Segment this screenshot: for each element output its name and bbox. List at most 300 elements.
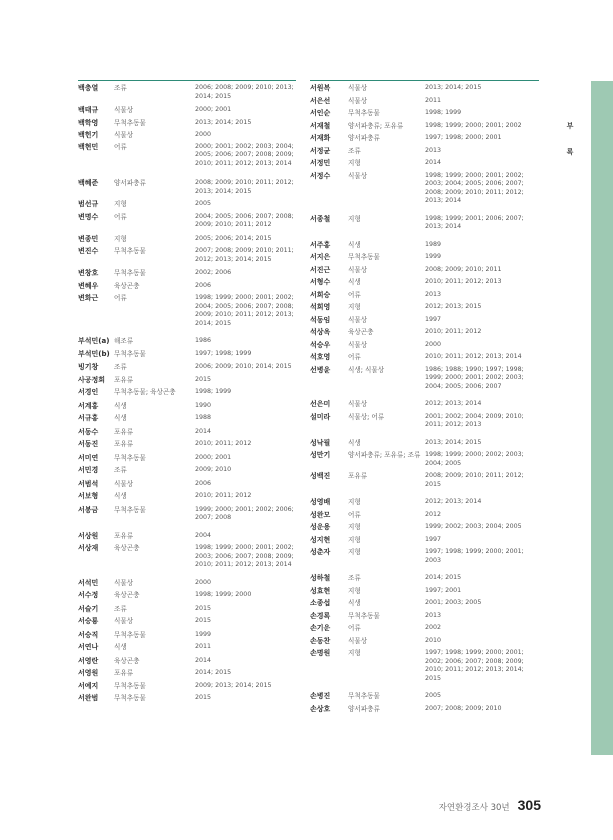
entry-years: 1997; 1998; 2000; 2001 — [425, 134, 502, 141]
list-item — [310, 109, 539, 118]
entry-name: 성효현 — [310, 586, 331, 595]
entry-type: 어류 — [348, 624, 361, 632]
entry-years: 1999; 2000; 2001; 2002; 2006; 2007; 2008 — [195, 505, 294, 521]
entry-type: 무척추동물 — [114, 681, 146, 690]
entry-type: 무척추동물 — [114, 269, 146, 277]
list-item — [78, 454, 296, 463]
entry-name: 변명수 — [78, 212, 99, 221]
entry-name: 선병윤 — [310, 365, 331, 374]
list-item — [310, 147, 539, 156]
entry-type: 식생 — [114, 492, 127, 500]
entry-name: 성완모 — [310, 510, 331, 519]
entry-years: 2000; 2001 — [195, 106, 232, 113]
entry-name: 부석민(a) — [78, 337, 110, 345]
entry-type: 식생 — [348, 278, 361, 286]
entry-years: 2014; 2015 — [425, 574, 462, 581]
entry-years: 2011 — [425, 96, 442, 104]
entry-name: 사공정희 — [78, 375, 106, 384]
list-item — [78, 682, 296, 691]
entry-years: 2015 — [195, 617, 212, 624]
entry-name: 서범석 — [78, 479, 99, 488]
entry-years: 2011 — [195, 643, 212, 650]
list-item — [78, 337, 296, 346]
entry-years: 1997; 1998; 1999; 2000; 2001; 2003 — [425, 548, 524, 564]
entry-years: 2006; 2009; 2010; 2014; 2015 — [195, 363, 292, 370]
entry-type: 지형 — [348, 498, 361, 506]
entry-type: 지형 — [348, 535, 361, 544]
entry-years: 1997; 2001 — [425, 586, 462, 594]
entry-name: 설미라 — [310, 412, 331, 421]
entry-years: 2004; 2005; 2006; 2007; 2008; 2009; 2010; 2011; 2012 — [195, 212, 294, 228]
entry-name: 성운용 — [310, 523, 331, 531]
entry-years: 2010; 2011; 2012; 2013; 2014 — [425, 353, 522, 360]
entry-years: 2015 — [195, 694, 212, 701]
entry-years: 1998; 1999; 2001; 2006; 2007; 2013; 2014 — [425, 214, 524, 230]
list-item — [310, 439, 539, 448]
entry-type: 육상곤충 — [114, 281, 140, 290]
list-item — [310, 278, 539, 287]
list-item — [78, 143, 296, 169]
entry-years: 2009; 2010 — [195, 466, 232, 473]
entry-name: 서승룡 — [78, 617, 99, 625]
entry-years: 1998; 1999; 2000; 2001; 2002; 2003; 2006; 2007; 2008; 2009; 2010; 2011; 2012; 2013; 2014 — [195, 544, 294, 568]
list-item — [310, 291, 539, 300]
list-item — [78, 282, 296, 291]
entry-name: 성지현 — [310, 535, 331, 544]
entry-years: 1998; 1999; 2000 — [195, 591, 252, 598]
entry-type: 조류 — [348, 574, 361, 582]
page-number: 305 — [517, 797, 541, 813]
entry-name: 성하철 — [310, 574, 331, 582]
entry-type: 식물상 — [348, 636, 368, 645]
entry-name: 서계홍 — [78, 401, 99, 410]
list-item — [78, 84, 296, 101]
entry-type: 무척추동물 — [348, 611, 380, 620]
entry-name: 서승직 — [78, 630, 99, 639]
list-item — [78, 591, 296, 600]
entry-years: 2012; 2013; 2015 — [425, 303, 482, 310]
entry-years: 2013 — [425, 611, 442, 619]
entry-years: 2006 — [195, 479, 212, 487]
entry-type: 식생 — [348, 438, 361, 447]
entry-years: 2007; 2008; 2009; 2010; 2011; 2012; 2013; 2014; 2015 — [195, 247, 294, 263]
entry-name: 손경록 — [310, 611, 331, 620]
entry-years: 1997; 1998; 1999 — [195, 349, 252, 357]
entry-type: 식생; 식물상 — [348, 365, 385, 374]
entry-years: 2015 — [195, 604, 212, 612]
list-item — [78, 466, 296, 475]
list-item — [78, 119, 296, 128]
list-item — [310, 215, 539, 232]
entry-type: 식물상; 어류 — [348, 412, 385, 421]
list-item — [310, 122, 539, 131]
entry-years: 1999 — [195, 630, 212, 638]
entry-type: 조류 — [348, 146, 361, 155]
entry-years: 2014 — [195, 427, 212, 435]
entry-type: 무척추동물 — [114, 505, 146, 514]
list-item — [78, 428, 296, 437]
list-item — [310, 574, 539, 583]
entry-type: 무척추동물 — [114, 453, 146, 462]
list-item — [78, 402, 296, 411]
list-item — [78, 179, 296, 196]
entry-type: 어류 — [348, 510, 361, 519]
entry-years: 1999; 2002; 2003; 2004; 2005 — [425, 523, 522, 530]
entry-years: 2002; 2006 — [195, 269, 232, 276]
list-item — [310, 649, 539, 683]
entry-type: 어류 — [114, 142, 127, 151]
entry-years: 2005 — [195, 200, 212, 207]
list-item — [78, 579, 296, 588]
entry-name: 석호영 — [310, 353, 331, 361]
list-item — [78, 480, 296, 489]
list-item — [310, 548, 539, 565]
entry-years: 2006; 2008; 2009; 2010; 2013; 2014; 2015 — [195, 84, 294, 100]
entry-name: 서희승 — [310, 290, 331, 299]
entry-name: 변진수 — [78, 247, 99, 255]
entry-years: 1988 — [195, 414, 212, 421]
entry-type: 어류 — [348, 353, 361, 361]
entry-type: 포유류 — [114, 375, 134, 384]
list-item — [78, 376, 296, 385]
entry-name: 서석민 — [78, 578, 99, 587]
top-rule — [78, 80, 296, 81]
entry-type: 양서파충류 — [348, 134, 380, 142]
entry-name: 서상원 — [78, 531, 99, 540]
list-item — [310, 353, 539, 362]
entry-name: 성영배 — [310, 498, 331, 506]
entry-name: 서민경 — [78, 466, 99, 474]
list-item — [78, 694, 296, 703]
entry-years: 2012; 2013; 2014 — [425, 400, 482, 407]
entry-type: 지형 — [348, 548, 361, 556]
entry-type: 양서파충류 — [348, 704, 380, 713]
entry-name: 서재철 — [310, 121, 331, 130]
entry-years: 2014 — [195, 656, 212, 664]
entry-type: 포유류 — [114, 440, 134, 448]
entry-type: 조류 — [114, 604, 127, 613]
entry-name: 선은미 — [310, 400, 331, 408]
entry-type: 무척추동물 — [114, 247, 146, 255]
entry-type: 무척추동물 — [348, 253, 380, 261]
entry-type: 식물상 — [114, 578, 134, 587]
entry-name: 변혜우 — [78, 281, 99, 290]
entry-years: 2001; 2002; 2004; 2009; 2010; 2011; 2012; 2013 — [425, 412, 524, 428]
entry-name: 석희영 — [310, 303, 331, 311]
list-item — [78, 440, 296, 449]
entry-type: 식물상 — [114, 617, 134, 625]
list-item — [78, 492, 296, 501]
entry-type: 식물상 — [114, 106, 134, 114]
list-item — [78, 106, 296, 115]
list-item — [310, 266, 539, 275]
entry-years: 2007; 2008; 2009; 2010 — [425, 704, 502, 712]
entry-type: 식생 — [114, 401, 127, 410]
entry-name: 서은선 — [310, 96, 331, 105]
entry-type: 어류 — [114, 294, 127, 302]
entry-name: 백헌기 — [78, 131, 99, 139]
entry-type: 포유류 — [348, 472, 368, 480]
entry-name: 서진근 — [310, 265, 331, 274]
entry-name: 서연나 — [78, 643, 99, 651]
entry-type: 무척추동물; 육상곤충 — [114, 388, 176, 396]
entry-name: 서봉금 — [78, 505, 99, 514]
entry-years: 2010; 2011; 2012 — [195, 492, 252, 499]
list-item — [310, 536, 539, 545]
entry-type: 조류 — [114, 466, 127, 474]
entry-name: 서완범 — [78, 694, 99, 702]
entry-years: 1999 — [425, 253, 442, 260]
entry-years: 1997; 1998; 1999; 2000; 2001; 2002; 2006; 2007; 2008; 2009; 2010; 2011; 2012; 2013; 2014; 2015 — [425, 649, 524, 682]
footer-title: 자연환경조사 30년 — [438, 803, 510, 813]
entry-years: 2010; 2011; 2012 — [195, 440, 252, 447]
entry-name: 서인순 — [310, 109, 331, 117]
entry-name: 서재화 — [310, 134, 331, 142]
list-item — [78, 350, 296, 359]
entry-type: 무척추동물 — [348, 109, 380, 117]
list-item — [78, 235, 296, 244]
entry-type: 무척추동물 — [114, 694, 146, 702]
entry-type: 해조류 — [114, 337, 134, 345]
entry-name: 손명원 — [310, 649, 331, 657]
entry-name: 서동수 — [78, 427, 99, 436]
entry-name: 손기운 — [310, 624, 331, 632]
list-item — [310, 472, 539, 489]
list-item — [310, 451, 539, 468]
entry-name: 서영원 — [78, 669, 99, 677]
entry-name: 부석민(b) — [78, 349, 110, 358]
entry-type: 포유류 — [114, 669, 134, 677]
list-item — [310, 159, 539, 168]
list-item — [78, 294, 296, 328]
entry-years: 2000; 2001; 2002; 2003; 2004; 2005; 2006; 2007; 2008; 2009; 2010; 2011; 2012; 2013; 2014 — [195, 142, 294, 167]
list-item — [310, 624, 539, 633]
list-item — [310, 599, 539, 608]
list-item — [78, 506, 296, 523]
entry-years: 2001; 2003; 2005 — [425, 599, 482, 606]
entry-name: 서주홍 — [310, 240, 331, 249]
entry-years: 2010 — [425, 636, 442, 644]
entry-years: 1998; 1999 — [195, 388, 232, 395]
entry-name: 백현민 — [78, 142, 99, 151]
entry-years: 2006 — [195, 281, 212, 289]
entry-name: 성낙필 — [310, 438, 331, 447]
list-item — [310, 134, 539, 143]
section-mark-2: 록 — [566, 148, 574, 156]
entry-type: 지형 — [114, 200, 127, 208]
list-item — [310, 253, 539, 262]
entry-name: 서정수 — [310, 171, 331, 180]
entry-years: 2008; 2009; 2010; 2011; 2012; 2015 — [425, 472, 524, 488]
entry-years: 1998; 1999; 2000; 2001; 2002; 2003; 2004; 2005; 2006; 2007; 2008; 2009; 2010; 2011; 2012; 2013; 2014 — [425, 171, 524, 204]
entry-years: 2000; 2001 — [195, 453, 232, 461]
entry-name: 손상호 — [310, 704, 331, 713]
entry-type: 지형 — [348, 523, 361, 531]
list-item — [78, 657, 296, 666]
list-item — [78, 631, 296, 640]
entry-name: 서규홍 — [78, 414, 99, 422]
entry-name: 백충열 — [78, 84, 99, 92]
entry-name: 석승우 — [310, 340, 331, 349]
entry-name: 성만기 — [310, 451, 331, 459]
entry-name: 서미연 — [78, 453, 99, 462]
entry-type: 식생 — [114, 643, 127, 651]
entry-years: 2000 — [195, 578, 212, 586]
entry-years: 2013; 2014; 2015 — [195, 118, 252, 126]
entry-name: 석상옥 — [310, 328, 331, 336]
entry-years: 2002 — [425, 624, 442, 631]
entry-name: 서정민 — [310, 159, 331, 167]
right-column — [310, 80, 539, 713]
entry-type: 육상곤충 — [114, 544, 140, 552]
entry-years: 2000 — [425, 340, 442, 348]
entry-years: 2014 — [425, 159, 442, 166]
entry-years: 1998; 1999; 2000; 2002; 2003; 2004; 2005 — [425, 451, 524, 467]
entry-name: 소종섭 — [310, 599, 331, 607]
entry-type: 지형 — [348, 159, 361, 167]
entry-name: 서형수 — [310, 278, 331, 286]
entry-name: 서수정 — [78, 591, 99, 599]
entry-years: 1998; 1999; 2000; 2001; 2002 — [425, 121, 522, 129]
list-item — [310, 328, 539, 337]
entry-name: 변종민 — [78, 234, 99, 243]
entry-type: 식물상 — [348, 96, 368, 105]
list-item — [310, 241, 539, 250]
entry-type: 식생 — [114, 414, 127, 422]
entry-name: 빙기창 — [78, 363, 99, 371]
entry-type: 식물상 — [348, 265, 368, 274]
section-marker — [560, 122, 580, 157]
list-item — [310, 498, 539, 507]
list-item — [78, 605, 296, 614]
list-item — [78, 532, 296, 541]
entry-years: 2008; 2009; 2010; 2011 — [425, 265, 502, 273]
list-item — [78, 131, 296, 140]
entry-type: 지형 — [348, 586, 361, 595]
entry-years: 2005; 2006; 2014; 2015 — [195, 234, 272, 242]
side-tab — [591, 81, 613, 755]
entry-type: 식생 — [348, 599, 361, 607]
entry-type: 식물상 — [348, 340, 368, 349]
list-item — [310, 612, 539, 621]
list-item — [310, 316, 539, 325]
entry-type: 조류 — [114, 84, 127, 92]
entry-type: 식물상 — [348, 400, 368, 408]
entry-name: 서종철 — [310, 214, 331, 223]
entry-type: 지형 — [348, 303, 361, 311]
entry-name: 백태규 — [78, 106, 99, 114]
entry-name: 서동진 — [78, 440, 99, 448]
list-item — [310, 705, 539, 714]
entry-years: 2010; 2011; 2012; 2013 — [425, 278, 502, 285]
list-item — [78, 414, 296, 423]
entry-years: 2012 — [425, 510, 442, 518]
entry-type: 지형 — [348, 214, 361, 223]
list-item — [78, 617, 296, 626]
entry-type: 식물상 — [348, 315, 368, 324]
entry-years: 2004 — [195, 531, 212, 539]
entry-years: 2008; 2009; 2010; 2011; 2012; 2013; 2014; 2015 — [195, 179, 294, 195]
entry-type: 식물상 — [348, 84, 368, 92]
left-entries — [78, 84, 296, 703]
entry-name: 서슬기 — [78, 604, 99, 613]
entry-name: 변창호 — [78, 269, 99, 277]
entry-type: 양서파충류 — [114, 179, 146, 187]
top-rule — [310, 80, 539, 81]
entry-years: 1998; 1999 — [425, 109, 462, 116]
entry-type: 무척추동물 — [114, 630, 146, 639]
entry-years: 1997 — [425, 535, 442, 543]
entry-name: 손병진 — [310, 692, 331, 700]
entry-name: 범선규 — [78, 200, 99, 208]
entry-years: 2000 — [195, 131, 212, 138]
page-footer — [439, 797, 541, 813]
entry-type: 포유류 — [114, 427, 134, 436]
entry-type: 지형 — [114, 234, 127, 243]
list-item — [310, 587, 539, 596]
entry-years: 2009; 2013; 2014; 2015 — [195, 681, 272, 689]
list-item — [78, 213, 296, 230]
entry-years: 1986 — [195, 337, 212, 344]
list-item — [310, 692, 539, 701]
entry-years: 2005 — [425, 692, 442, 699]
entry-type: 무척추동물 — [114, 118, 146, 127]
entry-name: 변화근 — [78, 294, 99, 302]
entry-name: 서경인 — [78, 388, 99, 396]
entry-type: 어류 — [114, 212, 127, 221]
list-item — [310, 523, 539, 532]
entry-name: 백혜준 — [78, 179, 99, 187]
list-item — [78, 643, 296, 652]
entry-type: 조류 — [114, 363, 127, 371]
entry-years: 1998; 1999; 2000; 2001; 2002; 2004; 2005; 2006; 2007; 2008; 2009; 2010; 2011; 2012; 2013; 2014; 2015 — [195, 294, 294, 327]
entry-type: 육상곤충 — [114, 656, 140, 665]
list-item — [310, 511, 539, 520]
list-item — [78, 200, 296, 209]
entry-years: 1989 — [425, 240, 442, 248]
list-item — [78, 269, 296, 278]
entry-name: 백학영 — [78, 118, 99, 127]
entry-years: 1986; 1988; 1990; 1997; 1998; 1999; 2000; 2001; 2002; 2003; 2004; 2005; 2006; 2007 — [425, 365, 524, 390]
entry-type: 양서파충류; 포유류 — [348, 121, 404, 130]
entry-name: 서영란 — [78, 656, 99, 665]
list-item — [310, 400, 539, 409]
list-item — [78, 669, 296, 678]
entry-name: 서원복 — [310, 84, 331, 92]
entry-name: 서상재 — [78, 544, 99, 552]
list-item — [78, 388, 296, 397]
entry-type: 식물상 — [114, 131, 134, 139]
entry-type: 지형 — [348, 649, 361, 657]
entry-years: 1990 — [195, 401, 212, 409]
entry-years: 1997 — [425, 315, 442, 323]
entry-name: 성춘자 — [310, 548, 331, 556]
entry-type: 무척추동물 — [114, 349, 146, 358]
entry-type: 무척추동물 — [348, 692, 380, 700]
entry-type: 식물상 — [348, 171, 368, 180]
list-item — [310, 303, 539, 312]
entry-name: 손동찬 — [310, 636, 331, 645]
entry-years: 2013 — [425, 146, 442, 154]
entry-name: 성백진 — [310, 472, 331, 480]
entry-type: 양서파충류; 포유류; 조류 — [348, 451, 421, 459]
list-item — [310, 172, 539, 206]
entry-years: 2013; 2014; 2015 — [425, 84, 482, 91]
entry-type: 식물상 — [114, 479, 134, 488]
list-item — [310, 341, 539, 350]
entry-type: 육상곤충 — [114, 591, 140, 599]
left-column — [78, 80, 296, 703]
